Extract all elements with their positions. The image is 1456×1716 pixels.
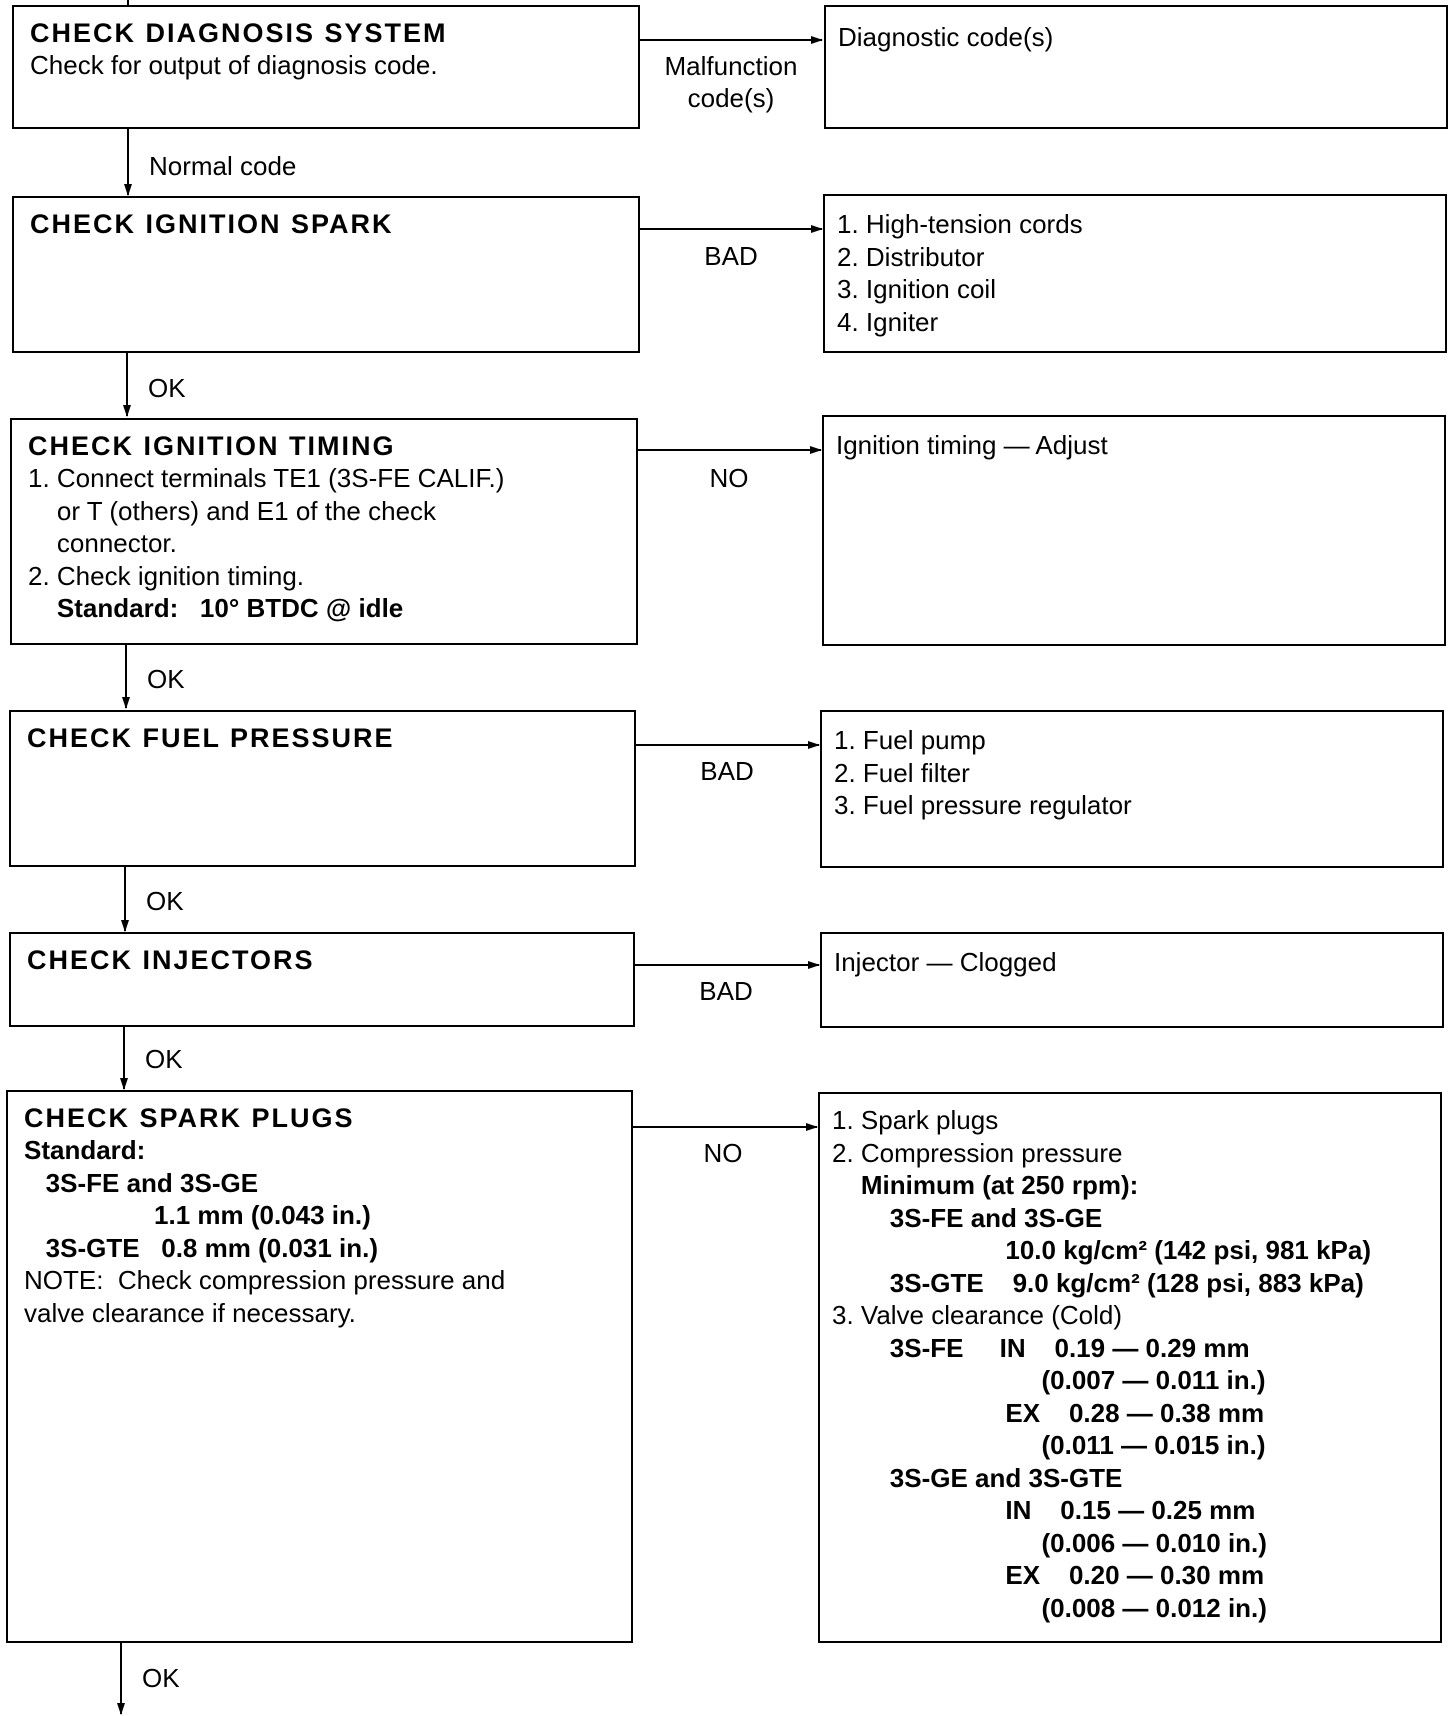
step-title: CHECK FUEL PRESSURE [27,723,395,753]
step-diagnosis-box [12,5,640,129]
step-title: CHECK SPARK PLUGS [24,1103,355,1133]
result-item: 2. Distributor [837,241,985,272]
result-text: Injector — Clogged [834,947,1057,977]
step-title: CHECK IGNITION TIMING [28,431,396,461]
step-spark-box [12,196,640,353]
result-fuel-box [820,710,1444,868]
down-label-ok: OK [147,664,185,694]
result-spec: (0.011 — 0.015 in.) [832,1430,1266,1460]
step-note: valve clearance if necessary. [24,1297,356,1328]
result-injectors-box [820,932,1444,1028]
step-plugs-box [6,1090,633,1643]
result-item: 2. Compression pressure [832,1137,1123,1168]
branch-label-timing: NO [709,463,749,493]
step-text: or T (others) and E1 of the check [28,495,437,526]
result-spec: 3S-FE and 3S-GE [832,1202,1103,1233]
result-spec: Minimum (at 250 rpm): [832,1170,1139,1200]
step-title: CHECK INJECTORS [27,945,315,975]
step-text: 3S-FE and 3S-GE [24,1167,259,1198]
result-item: 1. Fuel pump [834,725,986,755]
branch-label-injectors: BAD [699,976,753,1006]
result-text: Ignition timing — Adjust [836,430,1108,460]
result-item: 4. Igniter [837,306,939,337]
result-text: Diagnostic code(s) [838,22,1054,52]
result-item: 1. Spark plugs [832,1105,999,1135]
step-text: 3S-GTE 0.8 mm (0.031 in.) [24,1232,379,1263]
down-label-ok: OK [142,1663,180,1693]
down-label-ok: OK [148,373,186,403]
result-spec: 3S-GE and 3S-GTE [832,1462,1123,1493]
result-item: 1. High-tension cords [837,209,1083,239]
result-spec: (0.008 — 0.012 in.) [832,1592,1267,1623]
step-injectors-box [9,932,635,1027]
result-spec: 3S-GTE 9.0 kg/cm² (128 psi, 883 kPa) [832,1267,1364,1298]
step-text: 1. Connect terminals TE1 (3S-FE CALIF.) [28,463,505,493]
branch-label-malfunction: Malfunction code(s) [664,51,798,113]
step-text: Standard: [24,1135,146,1165]
result-spec: 10.0 kg/cm² (142 psi, 981 kPa) [832,1235,1372,1265]
step-text: Check for output of diagnosis code. [30,50,438,80]
step-text: connector. [28,528,177,558]
result-spec: IN 0.15 — 0.25 mm [832,1495,1256,1525]
result-spec: EX 0.20 — 0.30 mm [832,1560,1265,1590]
result-item: 2. Fuel filter [834,757,970,788]
result-diagnosis-box [824,5,1448,129]
down-label-ok: OK [146,886,184,916]
branch-label-spark: BAD [704,241,758,271]
step-standard: Standard: 10° BTDC @ idle [28,593,404,623]
result-plugs-box [818,1092,1442,1643]
branch-label-plugs: NO [703,1138,743,1168]
result-spec: 3S-FE IN 0.19 — 0.29 mm [832,1332,1250,1363]
step-fuel-box [9,710,636,867]
result-spec: (0.007 — 0.011 in.) [832,1365,1266,1395]
branch-label-fuel: BAD [700,756,754,786]
step-timing-box [10,418,638,645]
down-label-normal-code: Normal code [149,151,297,181]
step-text: 2. Check ignition timing. [28,560,305,591]
step-note: NOTE: Check compression pressure and [24,1265,506,1295]
result-item: 3. Ignition coil [837,274,996,304]
step-title: CHECK IGNITION SPARK [30,209,394,239]
result-spark-box [823,194,1447,353]
step-text: 1.1 mm (0.043 in.) [24,1200,371,1230]
result-spec: (0.006 — 0.010 in.) [832,1527,1267,1558]
down-label-ok: OK [145,1044,183,1074]
step-title: CHECK DIAGNOSIS SYSTEM [30,18,448,48]
result-timing-box [822,415,1446,646]
result-item: 3. Valve clearance (Cold) [832,1300,1122,1330]
result-item: 3. Fuel pressure regulator [834,790,1132,820]
result-spec: EX 0.28 — 0.38 mm [832,1397,1265,1428]
